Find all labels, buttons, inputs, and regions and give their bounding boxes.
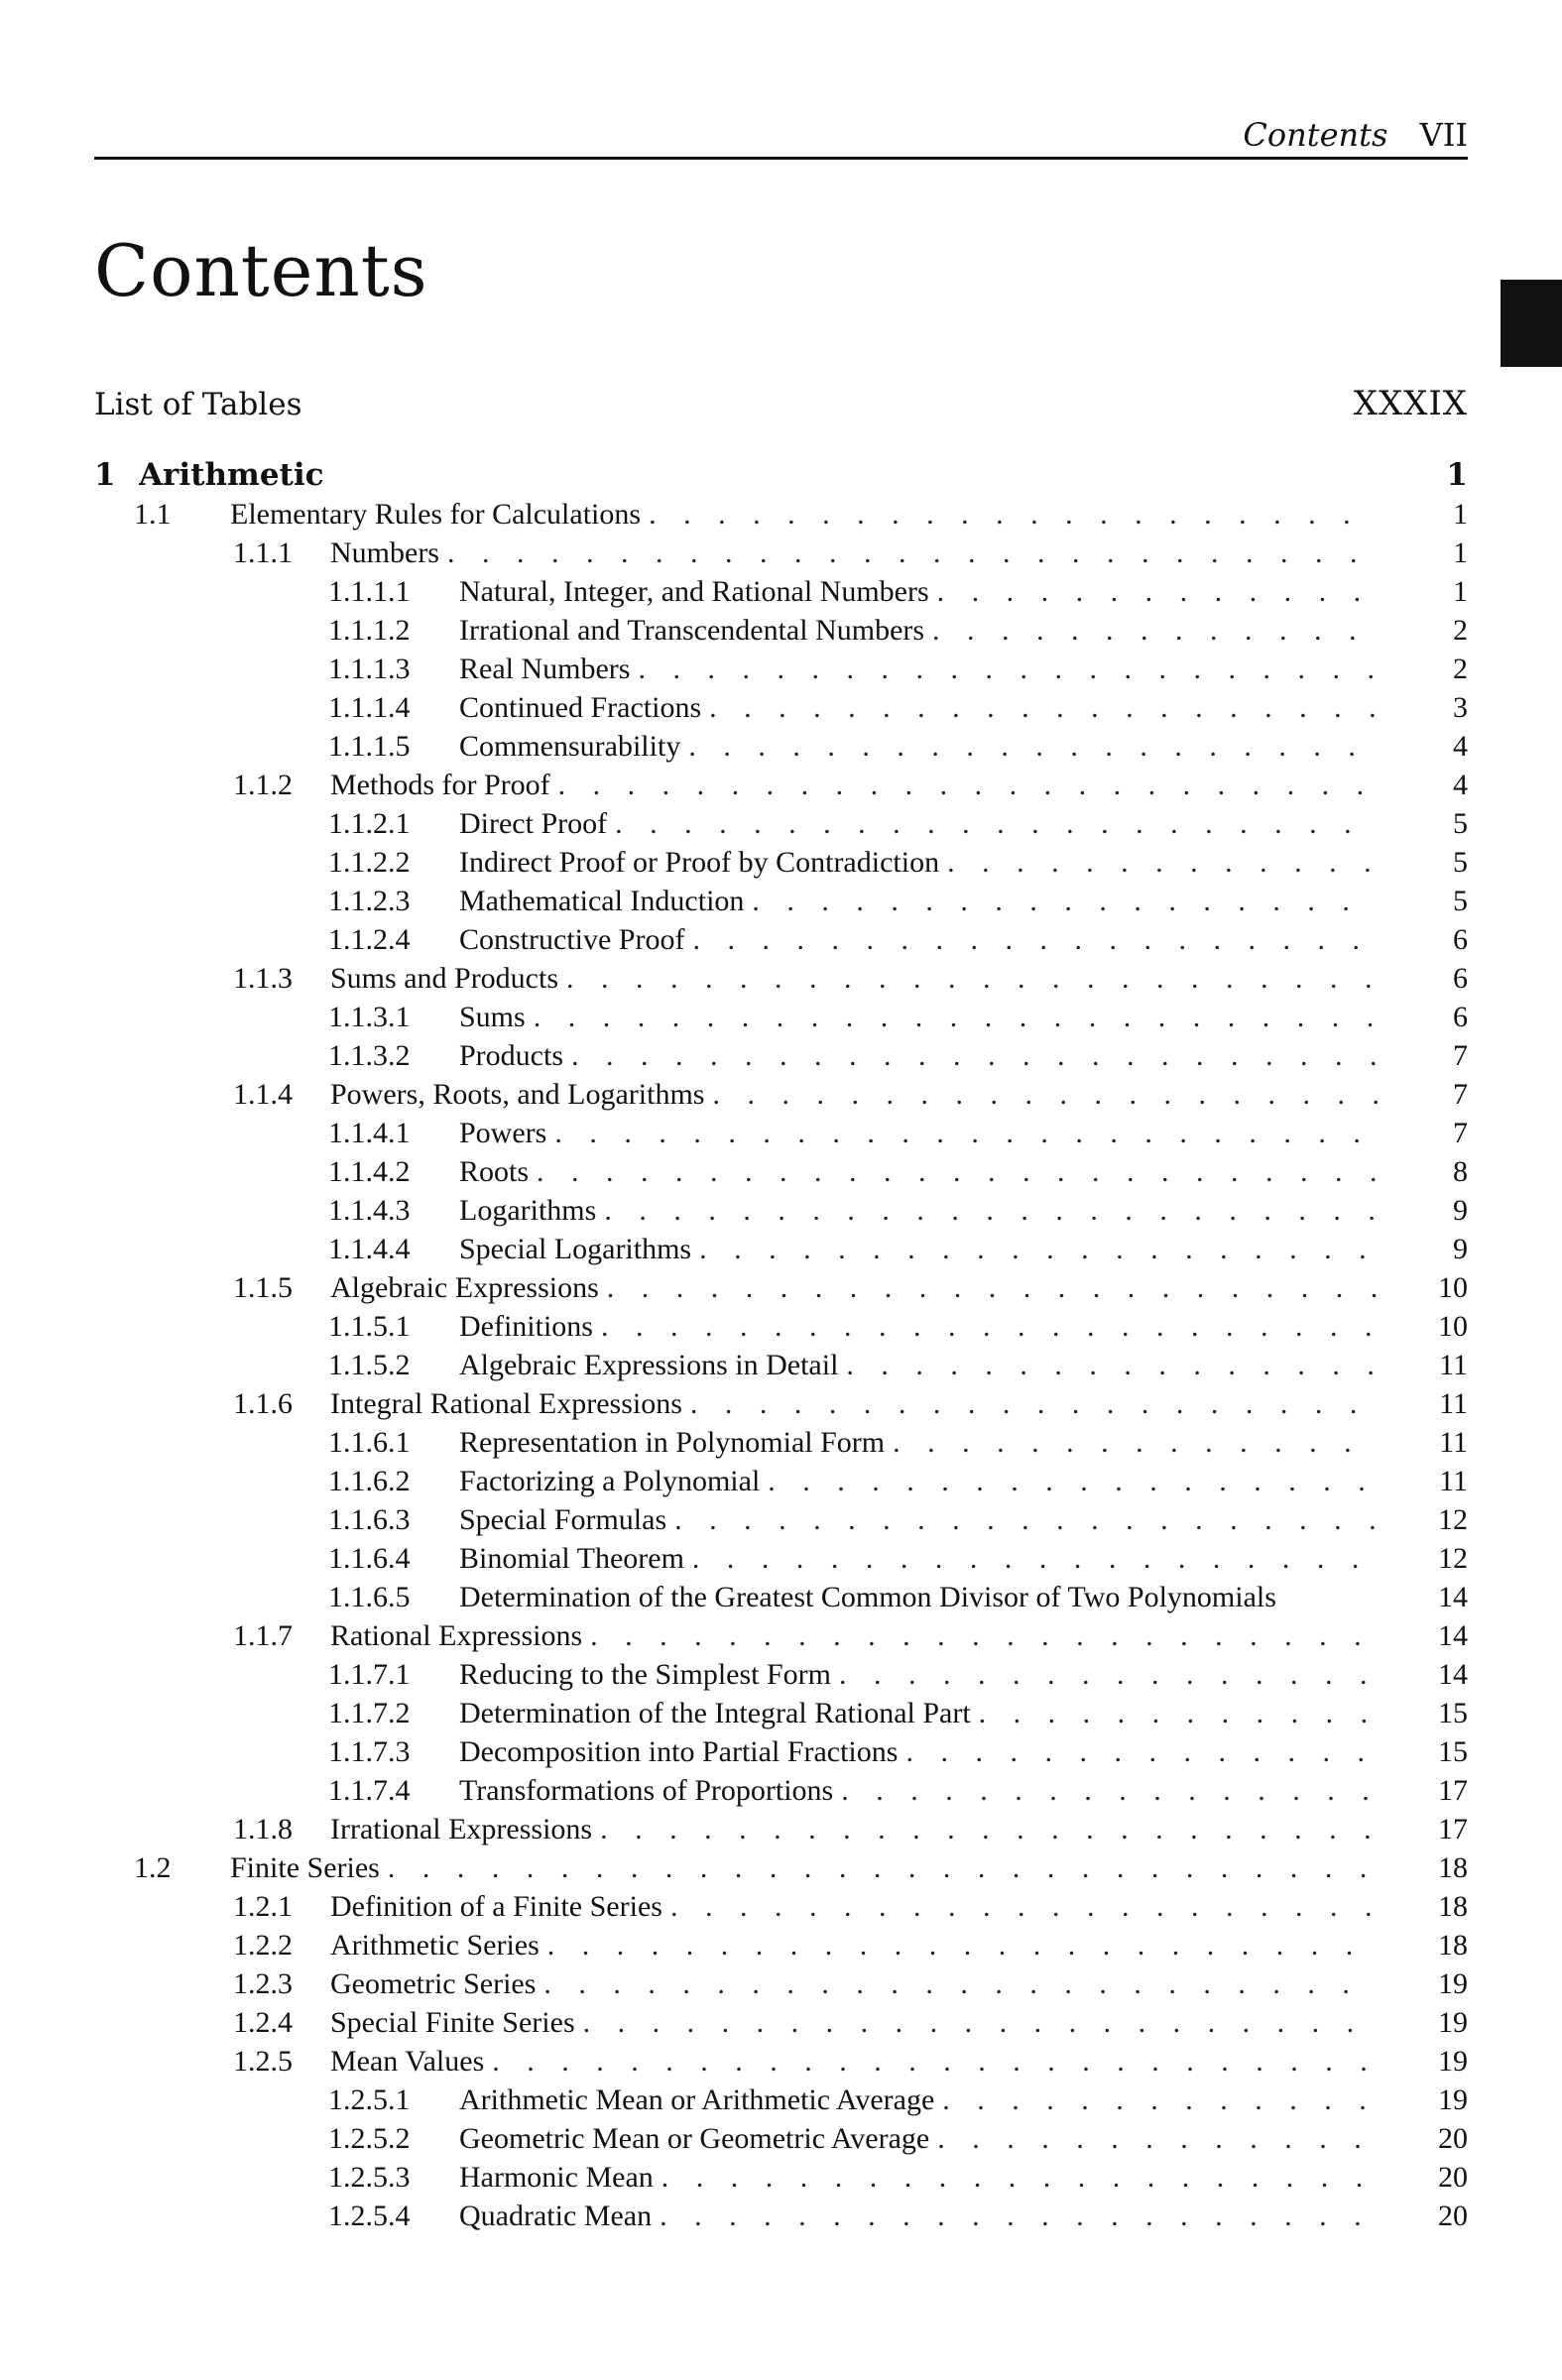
toc-entry-page: 15 <box>1438 1735 1468 1768</box>
toc-entry-label-wrap <box>330 2042 1379 2081</box>
toc-entry-page: 19 <box>1438 2083 1468 2116</box>
toc-entry-title: Direct Proof <box>459 807 608 840</box>
toc-entry-title: Reducing to the Simplest Form <box>459 1658 831 1691</box>
toc-entry-number: 1.2.3 <box>233 1967 293 2000</box>
toc-entry-number: 1.1.7.3 <box>328 1735 411 1768</box>
toc-entry-label-wrap <box>459 611 1379 650</box>
toc-entry-page: 1 <box>1453 498 1468 531</box>
toc-entry-title: Representation in Polynomial Form <box>459 1426 886 1459</box>
toc-dot-leader <box>439 534 1379 572</box>
toc-entry[interactable] <box>94 1152 1468 1191</box>
toc-entry-number: 1.2.5 <box>233 2045 293 2078</box>
toc-entry[interactable] <box>94 495 1468 534</box>
toc-entry-number: 1.1.5.2 <box>328 1349 411 1381</box>
toc-entry-label-wrap <box>459 920 1379 959</box>
toc-dot-leader <box>550 766 1379 804</box>
toc-entry[interactable] <box>94 1230 1468 1268</box>
toc-entry-number: 1.1.2 <box>233 769 293 801</box>
toc-dot-leader <box>680 727 1379 766</box>
toc-entry-page: 5 <box>1453 885 1468 917</box>
toc-entry-page: 11 <box>1439 1426 1468 1459</box>
toc-dot-leader <box>526 998 1379 1036</box>
toc-entry[interactable] <box>94 2081 1468 2119</box>
toc-entry-number: 1.1.4.2 <box>328 1155 411 1188</box>
toc-entry-number: 1.1.7.4 <box>328 1774 411 1807</box>
toc-entry[interactable] <box>94 1307 1468 1346</box>
toc-chapter-entry[interactable] <box>94 455 1468 495</box>
toc-entry-title: Special Finite Series <box>330 2006 575 2039</box>
toc-entry-page: 9 <box>1453 1233 1468 1265</box>
toc-entry-page: 8 <box>1453 1155 1468 1188</box>
toc-entry-title: Real Numbers <box>459 653 631 685</box>
toc-entry-label-wrap <box>459 1114 1379 1152</box>
toc-entry-title: Arithmetic Mean or Arithmetic Average <box>459 2083 935 2116</box>
toc-dot-leader <box>582 1616 1379 1655</box>
toc-entry-page: 2 <box>1453 653 1468 685</box>
toc-entry-number: 1.1.6.1 <box>328 1426 411 1459</box>
toc-dot-leader <box>540 1926 1379 1964</box>
toc-dot-leader <box>682 1384 1379 1423</box>
toc-entry-title: Factorizing a Polynomial <box>459 1465 761 1497</box>
toc-entry-title: Finite Series <box>230 1851 380 1884</box>
toc-entry-title: Binomial Theorem <box>459 1542 684 1575</box>
toc-entry-label-wrap <box>459 1036 1379 1075</box>
toc-dot-leader <box>924 611 1379 650</box>
toc-entry-number: 1.1.1.2 <box>328 614 411 647</box>
toc-entry-number: 1.2.2 <box>233 1929 293 1962</box>
toc-entry-label-wrap <box>459 1732 1379 1771</box>
toc-dot-leader <box>701 688 1379 727</box>
toc-entry-title: Mathematical Induction <box>459 885 745 917</box>
toc-entry-label-wrap <box>139 455 1379 495</box>
toc-entry[interactable] <box>94 1732 1468 1771</box>
toc-entry-page: 19 <box>1438 1967 1468 2000</box>
toc-entry-label-wrap <box>330 1075 1379 1114</box>
toc-entry-page: 14 <box>1438 1581 1468 1613</box>
toc-entry-label-wrap <box>459 1462 1379 1500</box>
toc-entry-label-wrap <box>459 2158 1379 2197</box>
toc-entry-page: 5 <box>1453 846 1468 879</box>
toc-entry-page: 15 <box>1438 1697 1468 1729</box>
toc-entry[interactable] <box>94 766 1468 804</box>
toc-entry-number: 1.1.7.1 <box>328 1658 411 1691</box>
toc-entry-title: Elementary Rules for Calculations <box>230 498 642 531</box>
toc-entry-label-wrap <box>459 650 1379 688</box>
toc-entry-title: Products <box>459 1039 563 1072</box>
toc-entry[interactable] <box>94 882 1468 920</box>
toc-dot-leader <box>607 804 1379 843</box>
toc-entry-page: 3 <box>1453 691 1468 724</box>
toc-entry-title: Numbers <box>330 536 439 569</box>
toc-entry-title: Sums <box>459 1001 526 1033</box>
toc-dot-leader <box>691 1230 1379 1268</box>
toc-entry-page: 20 <box>1438 2122 1468 2155</box>
toc-dot-leader <box>652 2197 1379 2235</box>
toc-entry-label-wrap <box>459 882 1379 920</box>
toc-entry[interactable] <box>94 572 1468 611</box>
toc-entry-label-wrap <box>459 1307 1379 1346</box>
toc-entry-label-wrap <box>230 1848 1379 1887</box>
toc-entry[interactable] <box>94 2197 1468 2235</box>
toc-entry-title: Indirect Proof or Proof by Contradiction <box>459 846 940 879</box>
toc-entry-number: 1.2.1 <box>233 1890 293 1923</box>
toc-dot-leader <box>641 495 1379 534</box>
toc-entry-label-wrap <box>459 804 1379 843</box>
toc-entry-number: 1.1 <box>134 498 172 531</box>
toc-entry[interactable] <box>94 1616 1468 1655</box>
toc-dot-leader <box>831 1655 1379 1694</box>
toc-entry-page: 10 <box>1438 1271 1468 1304</box>
toc-dot-leader <box>898 1732 1379 1771</box>
toc-entry-label-wrap <box>459 1655 1379 1694</box>
toc-entry-label-wrap <box>330 534 1379 572</box>
toc-entry[interactable] <box>94 920 1468 959</box>
toc-entry-label-wrap <box>459 1500 1379 1539</box>
toc-entry-page: 6 <box>1453 962 1468 995</box>
toc-entry-number: 1.1.4.1 <box>328 1117 411 1149</box>
toc-entry-page: 7 <box>1453 1039 1468 1072</box>
toc-entry-label-wrap <box>230 495 1379 534</box>
toc-entry-number: 1.1.3 <box>233 962 293 995</box>
toc-entry-label-wrap <box>459 1346 1379 1384</box>
toc-entry[interactable] <box>94 1191 1468 1230</box>
toc-entry-page: 11 <box>1439 1387 1468 1420</box>
toc-dot-leader <box>662 1887 1379 1926</box>
toc-entry-number: 1.1.4.4 <box>328 1233 411 1265</box>
running-head-page-number: VII <box>1419 116 1468 154</box>
toc-dot-leader <box>593 1307 1379 1346</box>
toc-dot-leader <box>484 2042 1379 2081</box>
toc-entry-page: 20 <box>1438 2200 1468 2232</box>
toc-entry[interactable] <box>94 998 1468 1036</box>
thumb-index-tab <box>1501 280 1562 367</box>
toc-entry-title: Harmonic Mean <box>459 2161 654 2194</box>
toc-entry-number: 1.1.1.5 <box>328 730 411 763</box>
toc-entry-title: Arithmetic Series <box>330 1929 540 1962</box>
toc-entry-number: 1.1.3.2 <box>328 1039 411 1072</box>
toc-dot-leader <box>838 1346 1379 1384</box>
toc-entry-page: 12 <box>1438 1542 1468 1575</box>
toc-entry-number: 1.1.6.4 <box>328 1542 411 1575</box>
toc-entry-page: 19 <box>1438 2006 1468 2039</box>
toc-entry-page: 1 <box>1446 457 1468 493</box>
toc-dot-leader <box>744 882 1379 920</box>
toc-entry-number: 1.1.1.1 <box>328 575 411 608</box>
toc-entry-number: 1.1.1.3 <box>328 653 411 685</box>
toc-entry-label-wrap <box>330 1810 1379 1848</box>
toc-entry-title: Continued Fractions <box>459 691 702 724</box>
toc-entry-title: Constructive Proof <box>459 923 685 956</box>
toc-entry-label-wrap <box>459 1152 1379 1191</box>
toc-entry-number: 1.2.5.1 <box>328 2083 411 2116</box>
toc-entry-number: 1.1.5.1 <box>328 1310 411 1343</box>
toc-entry[interactable] <box>94 1114 1468 1152</box>
toc-entry-page: 10 <box>1438 1310 1468 1343</box>
toc-entry-number: 1.1.2.3 <box>328 885 411 917</box>
toc-entry-number: 1.1.7 <box>233 1619 293 1652</box>
toc-entry-number: 1.1.6 <box>233 1387 293 1420</box>
toc-entry-label-wrap <box>330 1616 1379 1655</box>
toc-entry[interactable] <box>94 727 1468 766</box>
toc-entry-page: 11 <box>1439 1465 1468 1497</box>
toc-entry-title: Definitions <box>459 1310 593 1343</box>
toc-entry[interactable] <box>94 1500 1468 1539</box>
toc-entry-page: 6 <box>1453 923 1468 956</box>
toc-entry-number: 1.1.4.3 <box>328 1194 411 1227</box>
toc-entry-label-wrap <box>459 2081 1379 2119</box>
toc-entry-title: Logarithms <box>459 1194 597 1227</box>
toc-entry-page: 5 <box>1453 807 1468 840</box>
toc-entry-page: 1 <box>1453 575 1468 608</box>
toc-entry-page: 18 <box>1438 1929 1468 1962</box>
toc-entry[interactable] <box>94 1887 1468 1926</box>
toc-entry-title: Sums and Products <box>330 962 559 995</box>
toc-entry-label-wrap <box>459 572 1379 611</box>
toc-entry-title: Quadratic Mean <box>459 2200 653 2232</box>
toc-entry-label-wrap <box>459 998 1379 1036</box>
toc-entry-number: 1.1.2.1 <box>328 807 411 840</box>
toc-entry-title: Determination of the Integral Rational Part <box>459 1697 971 1729</box>
toc-entry[interactable] <box>94 1423 1468 1462</box>
toc-entry[interactable] <box>94 1036 1468 1075</box>
toc-entry-label-wrap <box>459 1230 1379 1268</box>
toc-dot-leader <box>599 1268 1379 1307</box>
toc-entry[interactable] <box>94 959 1468 998</box>
toc-entry-title: Rational Expressions <box>330 1619 583 1652</box>
toc-entry-label-wrap <box>330 766 1379 804</box>
toc-entry-title: Decomposition into Partial Fractions <box>459 1735 899 1768</box>
toc-entry[interactable] <box>94 843 1468 882</box>
toc-dot-leader <box>558 959 1379 998</box>
toc-entry-title: Special Logarithms <box>459 1233 692 1265</box>
toc-dot-leader <box>536 1964 1379 2003</box>
toc-entry-title: Transformations of Proportions <box>459 1774 834 1807</box>
toc-entry-title: Commensurability <box>459 730 681 763</box>
toc-entry-title: Integral Rational Expressions <box>330 1387 682 1420</box>
toc-entry-page: 12 <box>1438 1503 1468 1536</box>
list-of-tables-label: List of Tables <box>94 387 302 422</box>
toc-entry-title: Roots <box>459 1155 530 1188</box>
toc-entry[interactable] <box>94 650 1468 688</box>
toc-dot-leader <box>939 843 1379 882</box>
toc-entry-label-wrap <box>330 1964 1379 2003</box>
toc-dot-leader <box>630 650 1379 688</box>
toc-entry[interactable] <box>94 1539 1468 1578</box>
table-of-contents <box>94 455 1468 2235</box>
toc-entry-number: 1.1.6.2 <box>328 1465 411 1497</box>
toc-entry-page: 9 <box>1453 1194 1468 1227</box>
toc-entry[interactable] <box>94 2158 1468 2197</box>
toc-entry-page: 2 <box>1453 614 1468 647</box>
toc-entry[interactable] <box>94 2119 1468 2158</box>
toc-entry-page: 7 <box>1453 1078 1468 1111</box>
toc-entry-number: 1.1.2.2 <box>328 846 411 879</box>
toc-dot-leader <box>929 572 1379 611</box>
toc-entry-title: Powers <box>459 1117 547 1149</box>
toc-entry-page: 20 <box>1438 2161 1468 2194</box>
toc-entry[interactable] <box>94 1694 1468 1732</box>
toc-entry-label-wrap <box>459 1191 1379 1230</box>
toc-entry-title: Arithmetic <box>139 457 324 493</box>
toc-dot-leader <box>760 1462 1379 1500</box>
toc-dot-leader <box>971 1694 1379 1732</box>
toc-entry-label-wrap <box>459 727 1379 766</box>
toc-entry[interactable] <box>94 1346 1468 1384</box>
toc-entry[interactable] <box>94 1655 1468 1694</box>
toc-entry-title: Natural, Integer, and Rational Numbers <box>459 575 929 608</box>
toc-entry-number: 1.1.8 <box>233 1813 293 1845</box>
toc-entry-page: 7 <box>1453 1117 1468 1149</box>
toc-entry-title: Geometric Series <box>330 1967 537 2000</box>
running-head <box>94 117 1468 153</box>
toc-entry-page: 11 <box>1439 1349 1468 1381</box>
toc-entry-label-wrap <box>459 843 1379 882</box>
toc-dot-leader <box>885 1423 1379 1462</box>
toc-entry-label-wrap <box>459 1423 1379 1462</box>
toc-dot-leader <box>380 1848 1379 1887</box>
toc-entry-page: 17 <box>1438 1774 1468 1807</box>
toc-dot-leader <box>592 1810 1379 1848</box>
toc-entry-label-wrap <box>459 2119 1379 2158</box>
toc-entry-page: 18 <box>1438 1890 1468 1923</box>
toc-entry-title: Irrational and Transcendental Numbers <box>459 614 925 647</box>
toc-dot-leader <box>934 2081 1379 2119</box>
toc-entry-number: 1.2.4 <box>233 2006 293 2039</box>
toc-entry-label-wrap <box>459 1694 1379 1732</box>
toc-entry-page: 19 <box>1438 2045 1468 2078</box>
page-title: Contents <box>94 229 428 312</box>
toc-entry-label-wrap <box>459 1539 1379 1578</box>
toc-dot-leader <box>546 1114 1379 1152</box>
toc-entry[interactable] <box>94 1268 1468 1307</box>
toc-dot-leader <box>654 2158 1379 2197</box>
toc-entry-label-wrap <box>330 1926 1379 1964</box>
toc-entry-number: 1.2 <box>134 1851 172 1884</box>
toc-entry[interactable] <box>94 1384 1468 1423</box>
toc-entry[interactable] <box>94 804 1468 843</box>
toc-entry-title: Definition of a Finite Series <box>330 1890 662 1923</box>
toc-entry-number: 1.1.2.4 <box>328 923 411 956</box>
toc-dot-leader <box>563 1036 1379 1075</box>
toc-entry-page: 14 <box>1438 1658 1468 1691</box>
toc-entry-label-wrap <box>459 688 1379 727</box>
toc-entry-title: Determination of the Greatest Common Divisor of Two Polynomials <box>459 1581 1276 1613</box>
toc-dot-leader <box>684 1539 1379 1578</box>
toc-entry-number: 1.1.1 <box>233 536 293 569</box>
toc-entry[interactable] <box>94 2003 1468 2042</box>
toc-entry-label-wrap <box>330 1384 1379 1423</box>
toc-entry-number: 1.1.7.2 <box>328 1697 411 1729</box>
toc-entry[interactable] <box>94 1578 1468 1616</box>
running-head-title: Contents <box>1243 116 1388 154</box>
toc-entry-number: 1.1.5 <box>233 1271 293 1304</box>
toc-entry-label-wrap <box>330 1887 1379 1926</box>
toc-entry-number: 1.2.5.2 <box>328 2122 411 2155</box>
toc-entry[interactable] <box>94 1771 1468 1810</box>
toc-entry[interactable] <box>94 1075 1468 1114</box>
list-of-tables-entry[interactable] <box>94 382 1468 425</box>
toc-dot-leader <box>575 2003 1379 2042</box>
toc-entry-page: 1 <box>1453 536 1468 569</box>
toc-entry-title: Geometric Mean or Geometric Average <box>459 2122 930 2155</box>
toc-entry-number: 1.1.1.4 <box>328 691 411 724</box>
toc-entry-label-wrap <box>330 1268 1379 1307</box>
toc-entry[interactable] <box>94 1810 1468 1848</box>
toc-entry-title: Methods for Proof <box>330 769 550 801</box>
toc-entry-number: 1.1.6.3 <box>328 1503 411 1536</box>
toc-dot-leader <box>529 1152 1379 1191</box>
toc-entry-title: Mean Values <box>330 2045 485 2078</box>
toc-dot-leader <box>833 1771 1379 1810</box>
toc-entry-page: 17 <box>1438 1813 1468 1845</box>
toc-dot-leader <box>596 1191 1379 1230</box>
toc-entry-label-wrap <box>459 1771 1379 1810</box>
toc-entry-title: Powers, Roots, and Logarithms <box>330 1078 705 1111</box>
toc-entry-number: 1 <box>94 457 116 493</box>
toc-entry[interactable] <box>94 1462 1468 1500</box>
toc-entry-number: 1.2.5.3 <box>328 2161 411 2194</box>
toc-entry-page: 4 <box>1453 730 1468 763</box>
toc-entry-page: 14 <box>1438 1619 1468 1652</box>
toc-entry-number: 1.2.5.4 <box>328 2200 411 2232</box>
toc-entry-number: 1.1.3.1 <box>328 1001 411 1033</box>
toc-entry[interactable] <box>94 1964 1468 2003</box>
toc-dot-leader <box>666 1500 1379 1539</box>
toc-entry-number: 1.1.6.5 <box>328 1581 411 1613</box>
toc-dot-leader <box>929 2119 1379 2158</box>
toc-entry-page: 4 <box>1453 769 1468 801</box>
toc-entry[interactable] <box>94 611 1468 650</box>
list-of-tables-page: XXXIX <box>1353 384 1468 423</box>
toc-entry-title: Algebraic Expressions <box>330 1271 599 1304</box>
toc-entry-label-wrap <box>459 2197 1379 2235</box>
toc-entry-page: 18 <box>1438 1851 1468 1884</box>
toc-entry-page: 6 <box>1453 1001 1468 1033</box>
toc-entry[interactable] <box>94 534 1468 572</box>
toc-entry-label-wrap <box>330 959 1379 998</box>
toc-entry-title: Special Formulas <box>459 1503 667 1536</box>
toc-dot-leader <box>704 1075 1379 1114</box>
toc-entry[interactable] <box>94 2042 1468 2081</box>
toc-entry-title: Algebraic Expressions in Detail <box>459 1349 839 1381</box>
toc-entry[interactable] <box>94 1926 1468 1964</box>
toc-entry-title: Irrational Expressions <box>330 1813 593 1845</box>
header-rule <box>94 157 1468 160</box>
toc-entry-label-wrap <box>459 1578 1379 1616</box>
toc-entry[interactable] <box>94 1848 1468 1887</box>
toc-dot-leader <box>684 920 1379 959</box>
toc-entry-number: 1.1.4 <box>233 1078 293 1111</box>
toc-entry-label-wrap <box>330 2003 1379 2042</box>
toc-entry[interactable] <box>94 688 1468 727</box>
